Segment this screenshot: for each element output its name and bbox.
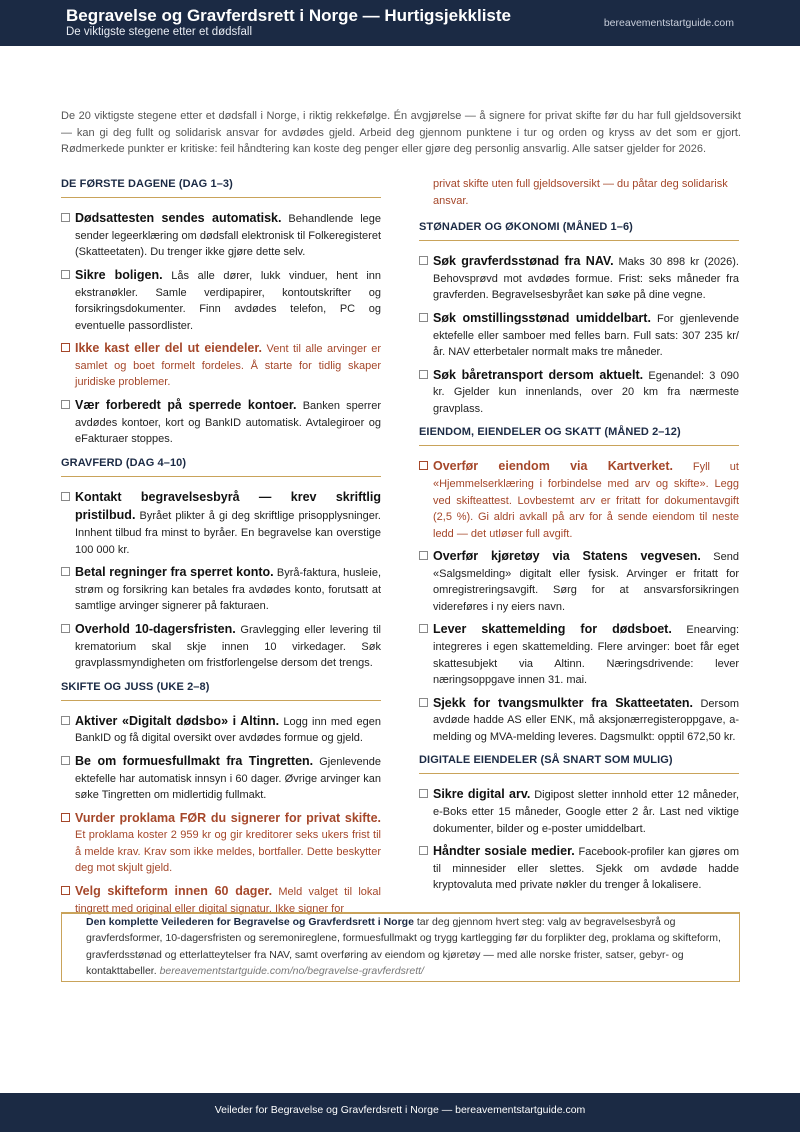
checkbox[interactable] [419, 846, 428, 855]
checklist-item-critical[interactable] [419, 457, 739, 542]
guide-callout [61, 912, 740, 982]
page-header [0, 0, 800, 46]
checklist-item[interactable] [419, 620, 739, 688]
section-title-probate: SKIFTE OG JUSS (UKE 2–8) [61, 681, 381, 701]
checkbox[interactable] [61, 567, 70, 576]
checklist-item[interactable] [61, 563, 381, 615]
page-footer: Veileder for Begravelse og Gravferdsrett i Norge — bereavementstartguide.com [0, 1093, 800, 1132]
checkbox[interactable] [419, 461, 428, 470]
checkbox[interactable] [61, 343, 70, 352]
item-head: Betal regninger fra sperret konto. [75, 565, 274, 579]
callout-link[interactable]: bereavementstartguide.com/no/begravelse-gravferdsrett/ [159, 964, 424, 977]
item-body: Banken sperrer avdødes kontoer, kort og BankID automatisk. Avtalegiroer og eFakturaer stoppes. [75, 399, 381, 445]
checklist-item[interactable] [61, 209, 381, 261]
item-body: Facebook-profiler kan gjøres om til minnesider eller slettes. Sjekk om avdøde hadde kryptovaluta med private nøkler du trenger å lokalisere. [433, 846, 739, 892]
intro-paragraph: De 20 viktigste stegene etter et dødsfall i Norge, i riktig rekkefølge. Én avgjørelse — å signere for privat skifte før du har full gjeldsoversikt — kan gi deg fullt og solidarisk ansvar for avdødes gjeld. Arbeid deg gjennom punktene i tur og orden og kryss av det som er gjort. Rødmerkede punkter er kritiske: feil håndtering kan koste deg penger eller gjøre deg personlig ansvarlig. Alle satser gjelder for 2026. [61, 110, 741, 155]
item-body: Maks 30 898 kr (2026). Behovsprøvd mot avdødes formue. Frist: seks måneder fra gravferden. Begravelsesbyrået kan søke på dine vegne. [433, 256, 739, 302]
item-head: Be om formuesfullmakt fra Tingretten. [75, 753, 314, 768]
page-subtitle: De viktigste stegene etter et dødsfall [66, 26, 253, 38]
section-title-first-days: DE FØRSTE DAGENE (DAG 1–3) [61, 178, 381, 198]
item-head: Ikke kast eller del ut eiendeler. [75, 341, 263, 355]
item-body: Vent til alle arvinger er samlet og boet formelt fordeles. Å starte for tidlig skaper juridiske problemer. [75, 343, 381, 389]
item-head: Sikre boligen. [75, 267, 163, 282]
checkbox[interactable] [61, 213, 70, 222]
item-head: Velg skifteform innen 60 dager. [75, 883, 273, 898]
checkbox[interactable] [419, 789, 428, 798]
item-head: Vær forberedt på sperrede kontoer. [75, 397, 297, 412]
item-head: Overhold 10-dagersfristen. [75, 621, 236, 636]
item-body: Enearving: integreres i egen skattemelding. Flere arvinger: boet får eget skattesubjekt via Altinn. Næringsdrivende: lever næringsoppgave innen 31. mai. [433, 624, 739, 686]
item-continuation: privat skifte uten full gjeldsoversikt — du påtar deg solidarisk ansvar. [433, 178, 728, 207]
checklist-item[interactable] [419, 366, 739, 418]
item-body: Send «Salgsmelding» digitalt eller fysisk. Arvinger er fritatt for omregistreringsavgift. Sørg for at ansvarsforsikringen videreføres i ny eiers navn. [433, 551, 739, 613]
item-head: Vurder proklama FØR du signerer for privat skifte. [75, 810, 381, 825]
left-column [61, 178, 381, 922]
item-body: Gravlegging eller levering til krematorium skal skje innen 10 virkedager. Søk gravplassmyndigheten om fristforlengelse dersom det trengs. [75, 623, 381, 669]
checklist-item[interactable] [61, 752, 381, 804]
item-head: Søk båretransport dersom aktuelt. [433, 367, 644, 382]
checkbox[interactable] [419, 313, 428, 322]
item-body: Byrået plikter å gi deg skriftlige prisopplysninger. Innhent tilbud fra minst to byråer. En begravelse kan overstige 100 000 kr. [75, 510, 381, 556]
section-title-funeral: GRAVFERD (DAG 4–10) [61, 457, 381, 477]
checkbox[interactable] [61, 624, 70, 633]
right-column [419, 178, 739, 899]
item-head: Søk gravferdsstønad fra NAV. [433, 254, 614, 268]
item-body: Lås alle dører, lukk vinduer, hent inn ekstranøkler. Samle verdipapirer, kontoutskrifter og forsikringsdokumenter. Finn avdødes telefon, PC og eventuelle passordlister. [75, 269, 381, 332]
checklist-item[interactable] [419, 842, 739, 894]
checkbox[interactable] [61, 400, 70, 409]
item-body: Et proklama koster 2 959 kr og gir kreditorer seks ukers frist til å melde krav. Krav som ikke meldes, bortfaller. Dette beskytter deg mot skjult gjeld. [75, 829, 381, 875]
item-head: Håndter sosiale medier. [433, 844, 575, 858]
item-head: Søk omstillingsstønad umiddelbart. [433, 310, 651, 325]
item-body: Byrå-faktura, husleie, strøm og forsikring kan betales fra avdødes konto, forutsatt at samtlige arvinger signerer på fakturaen. [75, 567, 381, 613]
checklist-item[interactable] [61, 266, 381, 334]
section-title-benefits: STØNADER OG ØKONOMI (MÅNED 1–6) [419, 221, 739, 241]
checklist-item-critical[interactable] [61, 809, 381, 877]
checklist-item[interactable] [419, 252, 739, 304]
item-body: Gjenlevende ektefelle har automatisk innsyn i 60 dager. Øvrige arvinger kan søke Tingretten om midlertidig fullmakt. [75, 755, 381, 801]
item-head: Dødsattesten sendes automatisk. [75, 211, 282, 225]
checkbox[interactable] [419, 624, 428, 633]
item-head: Lever skattemelding for dødsboet. [433, 622, 672, 637]
callout-body: tar deg gjennom hvert steg: valg av begravelsesbyrå og gravferdsformer, 10-dagersfristen og seremonireglene, formuesfullmakt og trygg kartlegging før du forplikter deg, proklama og skifteform, gravferdsstønad og etterlatteytelser fra NAV, samt overføring av eiendom og kjøretøy — med alle norske frister, satser, gebyr- og kontakttabeller. [86, 916, 721, 977]
item-head: Sikre digital arv. [433, 787, 531, 802]
item-head: Overfør kjøretøy via Statens vegvesen. [433, 549, 701, 563]
item-body: Behandlende lege sender legeerklæring om dødsfall elektronisk til Folkeregisteret (Skatteetaten). Du trenger ikke gjøre dette selv. [75, 213, 381, 259]
item-head: Aktiver «Digitalt dødsbo» i Altinn. [75, 713, 280, 728]
section-title-property: EIENDOM, EIENDELER OG SKATT (MÅNED 2–12) [419, 426, 739, 446]
checkbox[interactable] [419, 551, 428, 560]
checkbox[interactable] [61, 716, 70, 725]
item-body: Fyll ut «Hjemmelserklæring i forbindelse med arv og skifte». Legg ved skifteattest. Lovbestemt arv er fritatt for dokumentavgift (2,5 %). Gi aldri avkall på arv for å sende eiendom til neste ledd — det utløser full avgift. [433, 461, 739, 540]
checkbox[interactable] [61, 270, 70, 279]
checklist-item-critical[interactable] [61, 339, 381, 391]
checklist-item[interactable] [61, 396, 381, 448]
section-title-digital: DIGITALE EIENDELER (SÅ SNART SOM MULIG) [419, 754, 739, 774]
item-body: Logg inn med egen BankID og få digital oversikt over avdødes formue og gjeld. [75, 715, 382, 745]
checklist-item[interactable] [61, 712, 381, 747]
item-body: Digipost sletter innhold etter 12 måneder, e-Boks etter 15 måneder, Google etter 2 år. Last ned viktige dokumenter, bilder og e-poster umiddelbart. [433, 789, 739, 835]
checkbox[interactable] [61, 886, 70, 895]
item-head: Sjekk for tvangsmulkter fra Skatteetaten. [433, 695, 694, 710]
checklist-item[interactable] [419, 694, 739, 746]
checkbox[interactable] [419, 698, 428, 707]
header-site-link[interactable]: bereavementstartguide.com [603, 17, 734, 29]
checkbox[interactable] [419, 370, 428, 379]
item-head: Kontakt begravelsesbyrå — krev skriftlig pristilbud. [75, 489, 381, 523]
checkbox[interactable] [61, 813, 70, 822]
page-title: Begravelse og Gravferdsrett i Norge — Hurtigsjekkliste [66, 6, 511, 25]
item-body: For gjenlevende ektefelle eller samboer med felles barn. Full sats: 307 235 kr/år. NAV etterbetaler normalt maks tre måneder. [433, 312, 739, 358]
checklist-item[interactable] [419, 547, 739, 615]
item-body: Dersom avdøde hadde AS eller ENK, må aksjonærregisteroppgave, a-melding og MVA-melding leveres. Dagsmulkt: opptil 672,50 kr. [433, 697, 739, 743]
checklist-item[interactable] [61, 488, 381, 559]
checkbox[interactable] [419, 256, 428, 265]
item-body: Egenandel: 3 090 kr. Gjelder kun innenlands, over 20 km fra nærmeste gravplass. [433, 369, 739, 415]
checkbox[interactable] [61, 492, 70, 501]
checklist-item[interactable] [419, 309, 739, 361]
checkbox[interactable] [61, 756, 70, 765]
item-head: Overfør eiendom via Kartverket. [433, 459, 674, 474]
checklist-item[interactable] [61, 620, 381, 672]
callout-lead: Den komplette Veilederen for Begravelse og Gravferdsrett i Norge [86, 916, 414, 928]
checklist-item[interactable] [419, 785, 739, 837]
item-body: Meld valget til lokal tingrett med original eller digital signatur. Ikke signer for [75, 885, 381, 915]
